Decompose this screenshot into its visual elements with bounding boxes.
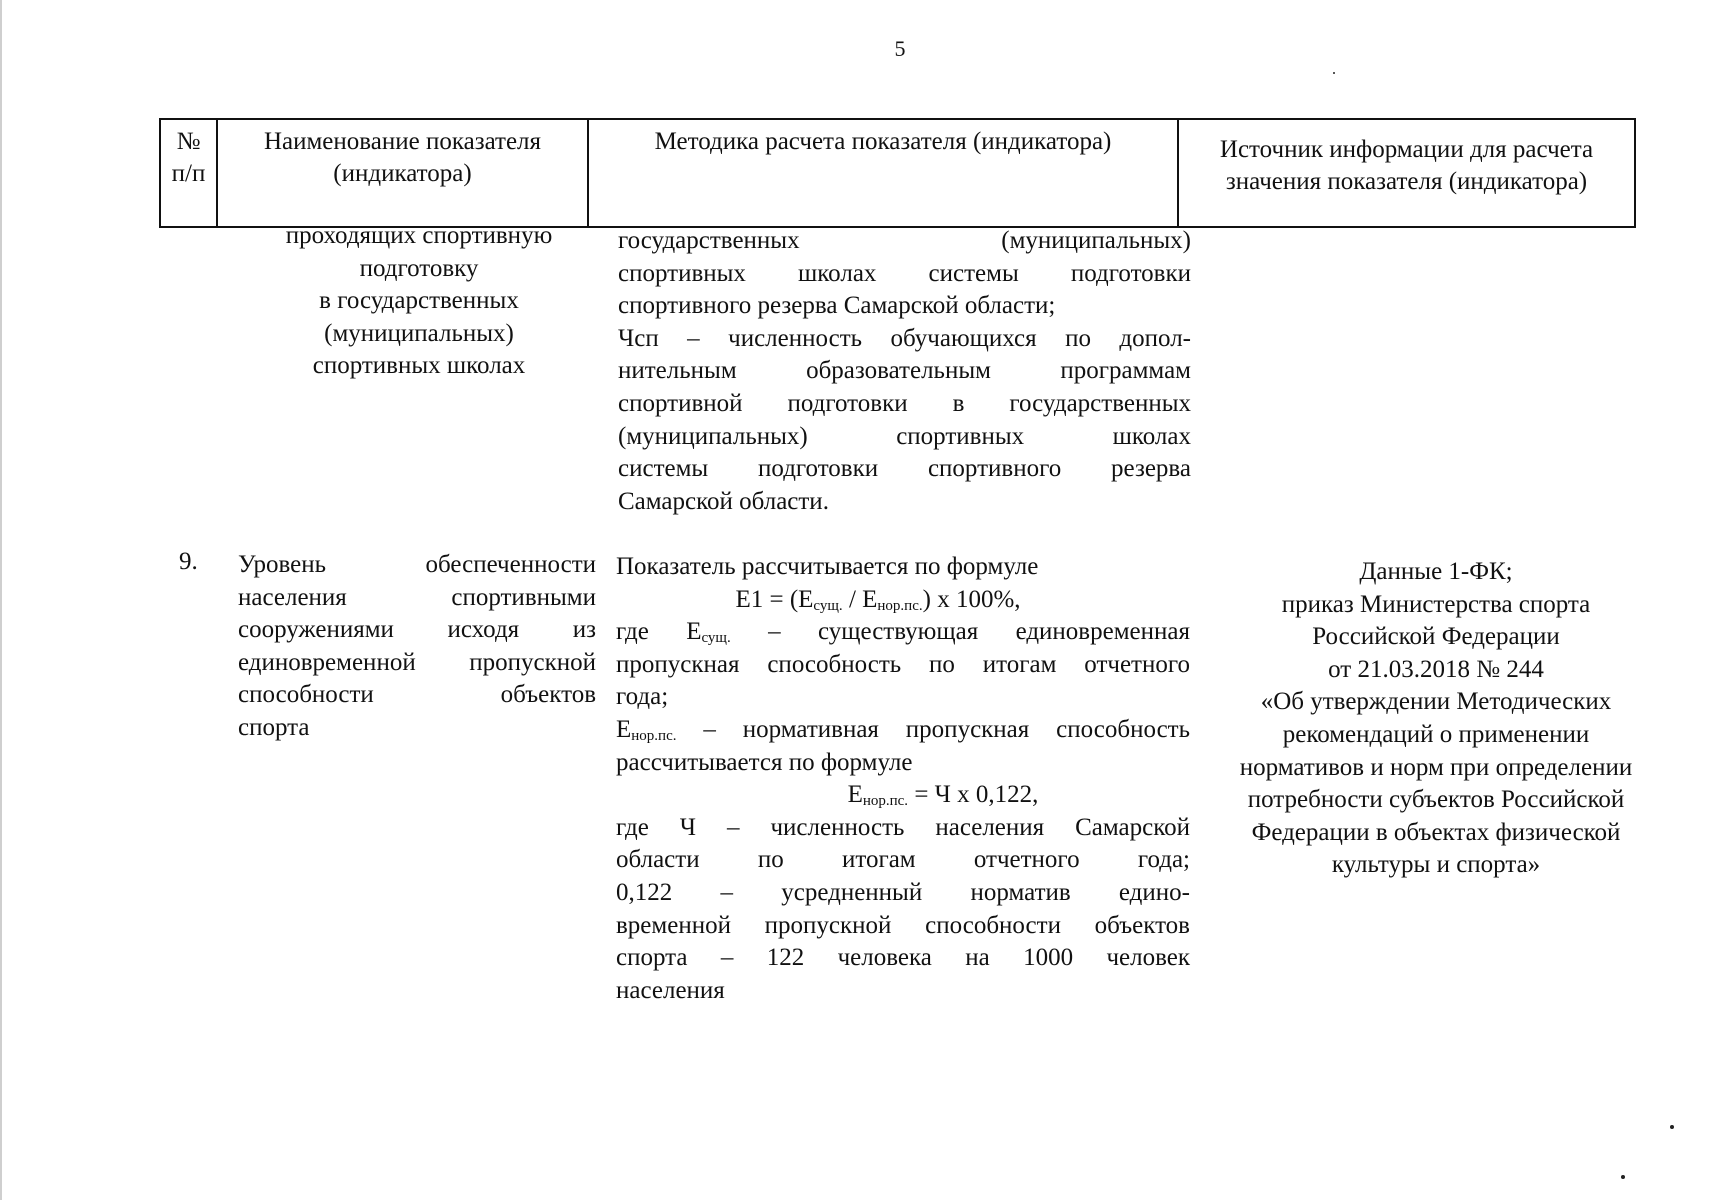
name-line: единовременной пропускной: [238, 648, 596, 676]
source-line: Федерации в объектах физической: [1251, 818, 1621, 846]
name-line: сооружениями исходя из: [238, 616, 596, 644]
method-line: населения: [616, 976, 725, 1004]
continued-name-cell: [259, 220, 579, 383]
method-line: нительным образовательным программам: [618, 357, 1191, 385]
method-line: 0,122 – усредненный норматив едино-: [616, 878, 1190, 906]
header-num: № п/п: [160, 119, 217, 227]
name-line: проходящих спортивную: [285, 222, 553, 249]
method-line: государственных (муниципальных): [618, 227, 1191, 254]
row9-source-cell: [1206, 556, 1666, 882]
header-method: Методика расчета показателя (индикатора): [588, 119, 1178, 227]
method-line: временной пропускной способности объектов: [616, 911, 1190, 939]
source-line: рекомендаций о применении: [1282, 720, 1590, 748]
row9-method-cell: [616, 551, 1190, 1007]
method-line: системы подготовки спортивного резерва: [618, 455, 1191, 483]
name-line: способности объектов: [238, 681, 596, 709]
scan-speck: [1621, 1175, 1625, 1179]
source-line: культуры и спорта»: [1331, 851, 1541, 879]
scan-speck: [1670, 1125, 1674, 1129]
row9-num: 9.: [179, 548, 198, 575]
header-name: Наименование показателя (индикатора): [217, 119, 588, 227]
name-line: подготовку: [359, 254, 479, 282]
scan-edge-line: [0, 0, 2, 1200]
name-line: Уровень обеспеченности: [238, 551, 596, 578]
header-source: Источник информации для расчета значения показателя (индикатора): [1178, 119, 1635, 227]
method-line: (муниципальных) спортивных школах: [618, 422, 1191, 450]
method-line: спортивных школах системы подготовки: [618, 259, 1191, 287]
name-line: спорта: [238, 713, 310, 741]
source-line: Данные 1-ФК;: [1359, 558, 1513, 585]
scan-speck: [1333, 72, 1335, 74]
method-line: года;: [616, 683, 669, 711]
name-line: в государственных: [319, 287, 519, 315]
method-line: Самарской области.: [618, 487, 829, 515]
method-line: рассчитывается по формуле: [616, 748, 913, 776]
method-line: Чсп – численность обучающихся по допол-: [618, 324, 1191, 352]
definition-e-norm: $Е_{нор.пс.}$ – нормативная пропускная способность: [616, 715, 1190, 744]
source-line: Российской Федерации: [1312, 623, 1560, 651]
formula-e1: $Е1 = (Е_{сущ.} / Е_{нор.пс.})$ х 100%,: [735, 585, 1021, 614]
source-line: «Об утверждении Методических: [1260, 688, 1612, 716]
table-header: [159, 118, 1636, 228]
method-line: спортивной подготовки в государственных: [618, 389, 1191, 417]
source-line: потребности субъектов Российской: [1247, 786, 1625, 814]
formula-e-norm: $Е_{нор.пс.} = Ч$ х 0,122,: [847, 781, 1039, 810]
row9-name-cell: [238, 549, 596, 745]
page-number: 5: [894, 36, 906, 61]
formula-intro: Показатель рассчитывается по формуле: [616, 553, 1039, 580]
method-line: области по итогам отчетного года;: [616, 846, 1190, 874]
method-line: спорта – 122 человека на 1000 человек: [616, 944, 1190, 972]
source-line: от 21.03.2018 № 244: [1328, 655, 1544, 683]
name-line: населения спортивными: [238, 583, 596, 611]
name-line: спортивных школах: [312, 352, 526, 380]
method-line: где Ч – численность населения Самарской: [616, 813, 1190, 841]
method-line: пропускная способность по итогам отчетного: [616, 650, 1190, 678]
name-line: (муниципальных): [324, 319, 514, 347]
definition-e-sush: где $Е_{сущ.}$ – существующая единовременная: [616, 618, 1190, 647]
continued-method-cell: [618, 225, 1191, 518]
method-line: спортивного резерва Самарской области;: [618, 292, 1056, 320]
source-line: нормативов и норм при определении: [1239, 753, 1633, 781]
source-line: приказ Министерства спорта: [1281, 590, 1591, 618]
